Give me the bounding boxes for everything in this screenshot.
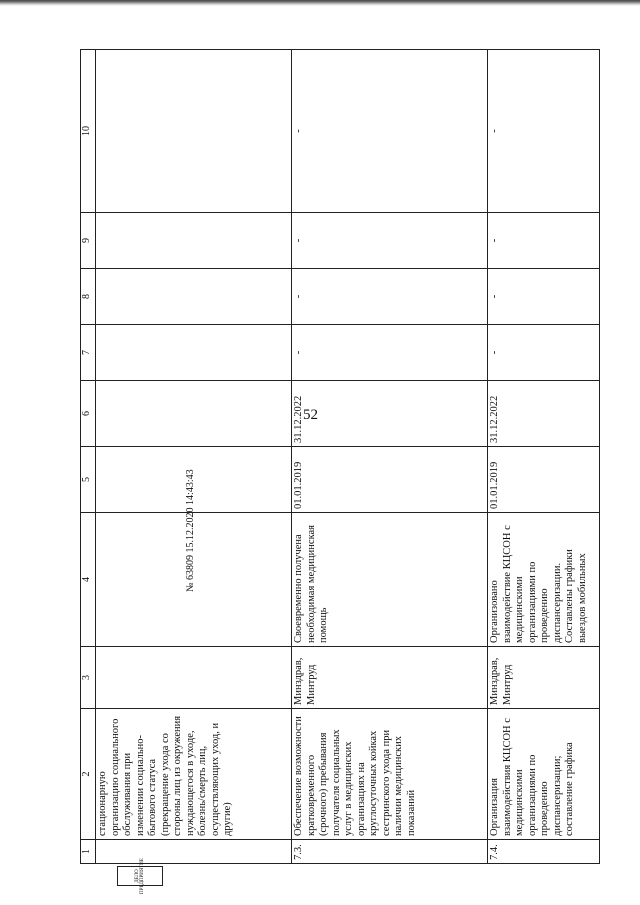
rotated-table (80, 50, 600, 864)
scan-edge (0, 0, 640, 6)
col8-cell (96, 269, 292, 325)
col10-cell: - (488, 50, 600, 213)
col7-cell: - (488, 325, 600, 381)
executor-cell (96, 647, 292, 709)
col8-cell: - (292, 269, 488, 325)
header-cell: 2 (81, 709, 96, 840)
col8-cell: - (488, 269, 600, 325)
header-cell: 5 (81, 447, 96, 513)
header-cell: 3 (81, 647, 96, 709)
activity-cell: Обеспечение возможности кратковременного (срочного) пребывания получателя социальных услуг в медицинских организациях на круглосуточных койках сестринского ухода при наличии медицинских показаний (292, 709, 488, 840)
header-row (81, 50, 96, 864)
result-cell: Своевременно получена необходимая медицинская помощь (292, 513, 488, 647)
col9-cell: - (488, 213, 600, 269)
table-row (292, 50, 488, 864)
executor-cell: Минздрав, Минтруд (488, 647, 600, 709)
table-row (488, 50, 600, 864)
header-cell: 1 (81, 840, 96, 864)
end-date-cell: 31.12.2022 (488, 381, 600, 447)
document-logo (117, 858, 163, 894)
activity-cell: Организация взаимодействия КЦСОН с медицинскими организациями по проведению диспансеризации; составление графика (488, 709, 600, 840)
start-date-cell: 01.01.2019 (292, 447, 488, 513)
col7-cell: - (292, 325, 488, 381)
header-cell: 9 (81, 213, 96, 269)
col9-cell: - (292, 213, 488, 269)
row-number: 7.4. (488, 840, 600, 864)
logo-line: ПРЕДПРИЯТИЕ (140, 858, 145, 894)
result-cell: Организовано взаимодействие КЦСОН с медицинскими организациями по проведению диспансеризации. Составлены графики выездов мобильных (488, 513, 600, 647)
row-number (96, 840, 292, 864)
header-cell: 7 (81, 325, 96, 381)
end-date-cell: 31.12.2022 (292, 381, 488, 447)
header-cell: 10 (81, 50, 96, 213)
table-row (96, 50, 292, 864)
logo-line: ДЕЛО (135, 869, 140, 883)
col10-cell (96, 50, 292, 213)
activity-cell: стационарную организацию социального обслуживания при изменении социально-бытового статуса (прекращение ухода со стороны лиц из окружения нуждающегося в уходе, болезнь/смерть лиц, осуществляющих уход, и другие) (96, 709, 292, 840)
col7-cell (96, 325, 292, 381)
registration-stamp: № 63809 15.12.2020 14:43:43 (185, 469, 196, 592)
page-number: 52 (303, 407, 318, 423)
plan-table (80, 49, 600, 864)
header-cell: 8 (81, 269, 96, 325)
start-date-cell: 01.01.2019 (488, 447, 600, 513)
row-number: 7.3. (292, 840, 488, 864)
header-cell: 4 (81, 513, 96, 647)
col9-cell (96, 213, 292, 269)
executor-cell: Минздрав, Минтруд (292, 647, 488, 709)
header-cell: 6 (81, 381, 96, 447)
col10-cell: - (292, 50, 488, 213)
end-date-cell (96, 381, 292, 447)
